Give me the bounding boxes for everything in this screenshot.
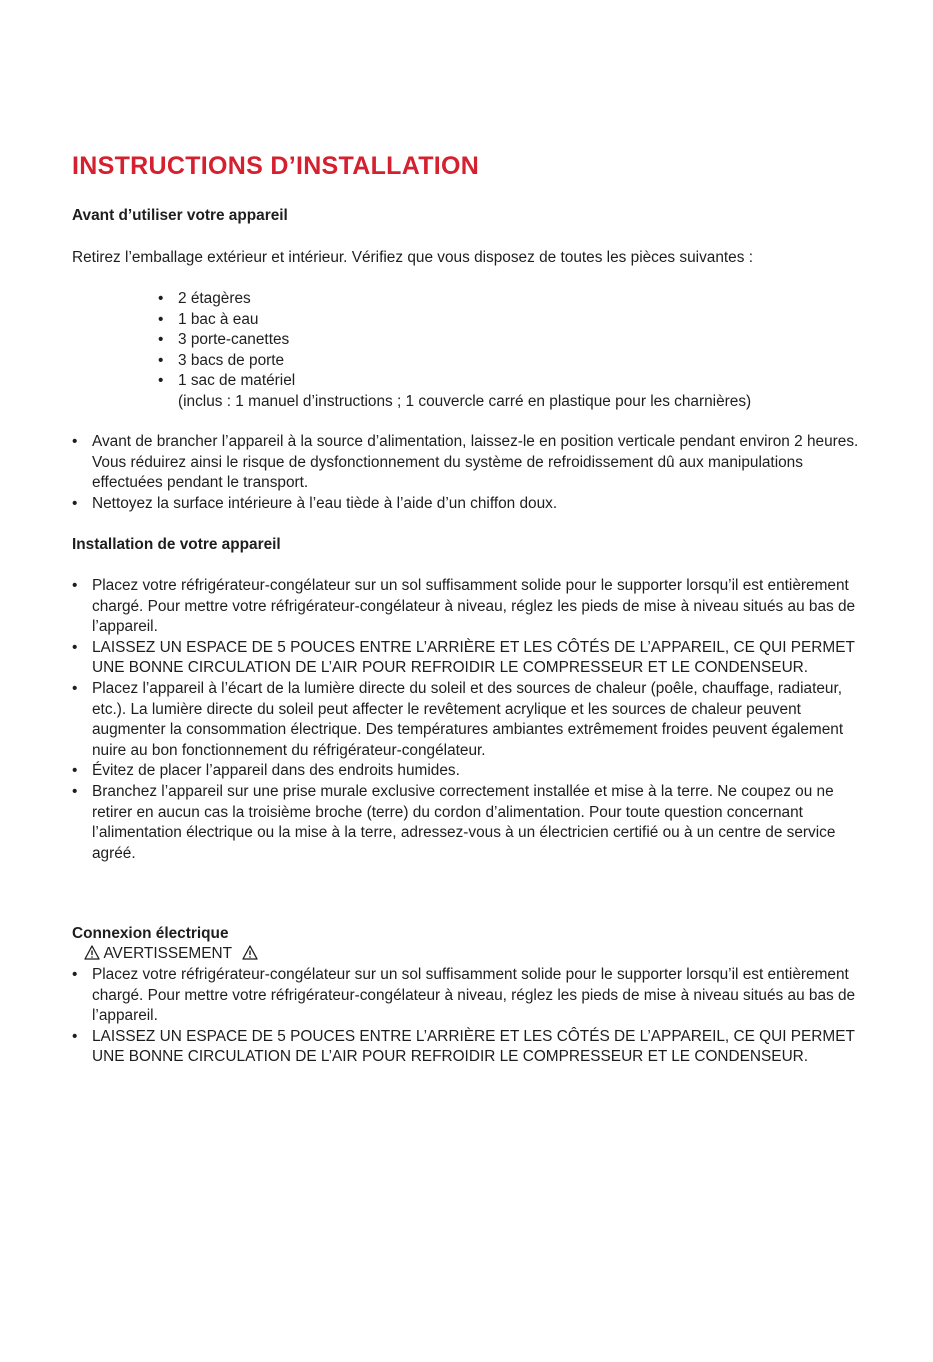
- warning-triangle-icon: [242, 945, 258, 960]
- list-item: • 3 bacs de porte: [158, 351, 858, 372]
- list-item: • 1 sac de matériel: [158, 371, 858, 392]
- list-item: • Nettoyez la surface intérieure à l’eau tiède à l’aide d’un chiffon doux.: [72, 494, 872, 515]
- list-item: • 3 porte-canettes: [158, 330, 858, 351]
- list-item: • Branchez l’appareil sur une prise murale exclusive correctement installée et mise à la terre. Ne coupez ou ne retirer en aucun cas la troisième broche (terre) du cordon d’alimentation. Pour toute question concernant l’alimentation électrique ou la mise à la terre, adressez-vous à un électricien certifié ou à un centre de service agréé.: [72, 782, 872, 864]
- list-item: • Placez votre réfrigérateur-congélateur sur un sol suffisamment solide pour le supporter lorsqu’il est entièrement chargé. Pour mettre votre réfrigérateur-congélateur à niveau, réglez les pieds de mise à niveau situés au bas de l’appareil.: [72, 576, 872, 638]
- list-item: • 2 étagères: [158, 289, 858, 310]
- page-title: INSTRUCTIONS D’INSTALLATION: [72, 152, 480, 180]
- list-item: • LAISSEZ UN ESPACE DE 5 POUCES ENTRE L’ARRIÈRE ET LES CÔTÉS DE L’APPAREIL, CE QUI PERMET UNE BONNE CIRCULATION DE L’AIR POUR REFROIDIR LE COMPRESSEUR ET LE CONDENSEUR.: [72, 1027, 872, 1068]
- parts-list: [158, 289, 858, 392]
- warning-text: AVERTISSEMENT: [103, 945, 232, 962]
- list-item: • Placez votre réfrigérateur-congélateur sur un sol suffisamment solide pour le supporter lorsqu’il est entièrement chargé. Pour mettre votre réfrigérateur-congélateur à niveau, réglez les pieds de mise à niveau situés au bas de l’appareil.: [72, 965, 872, 1027]
- installation-list: [72, 576, 872, 864]
- intro-paragraph: Retirez l’emballage extérieur et intérieur. Vérifiez que vous disposez de toutes les pièces suivantes :: [72, 249, 753, 266]
- warning-triangle-icon: [84, 945, 100, 960]
- list-item: • Placez l’appareil à l’écart de la lumière directe du soleil et des sources de chaleur (poêle, chauffage, radiateur, etc.). La lumière directe du soleil peut affecter le revêtement acrylique et les sources de chaleur peuvent augmenter la consommation électrique. Des températures ambiantes extrêmement froides peuvent également nuire au bon fonctionnement du réfrigérateur-congélateur.: [72, 679, 872, 761]
- list-item: • Évitez de placer l’appareil dans des endroits humides.: [72, 761, 872, 782]
- electrical-list: [72, 965, 872, 1068]
- parts-note: (inclus : 1 manuel d’instructions ; 1 couvercle carré en plastique pour les charnières): [178, 393, 752, 410]
- before-use-list: [72, 432, 872, 514]
- section-heading-electrical: Connexion électrique: [72, 925, 229, 942]
- list-item: • 1 bac à eau: [158, 310, 858, 331]
- section-heading-before-use: Avant d’utiliser votre appareil: [72, 207, 288, 224]
- list-item: • Avant de brancher l’appareil à la source d’alimentation, laissez-le en position verticale pendant environ 2 heures. Vous réduirez ainsi le risque de dysfonctionnement du système de refroidissement dû aux manipulations effectuées pendant le transport.: [72, 432, 872, 494]
- list-item: • LAISSEZ UN ESPACE DE 5 POUCES ENTRE L’ARRIÈRE ET LES CÔTÉS DE L’APPAREIL, CE QUI PERMET UNE BONNE CIRCULATION DE L’AIR POUR REFROIDIR LE COMPRESSEUR ET LE CONDENSEUR.: [72, 638, 872, 679]
- section-heading-installation: Installation de votre appareil: [72, 536, 281, 553]
- warning-label: [84, 944, 258, 965]
